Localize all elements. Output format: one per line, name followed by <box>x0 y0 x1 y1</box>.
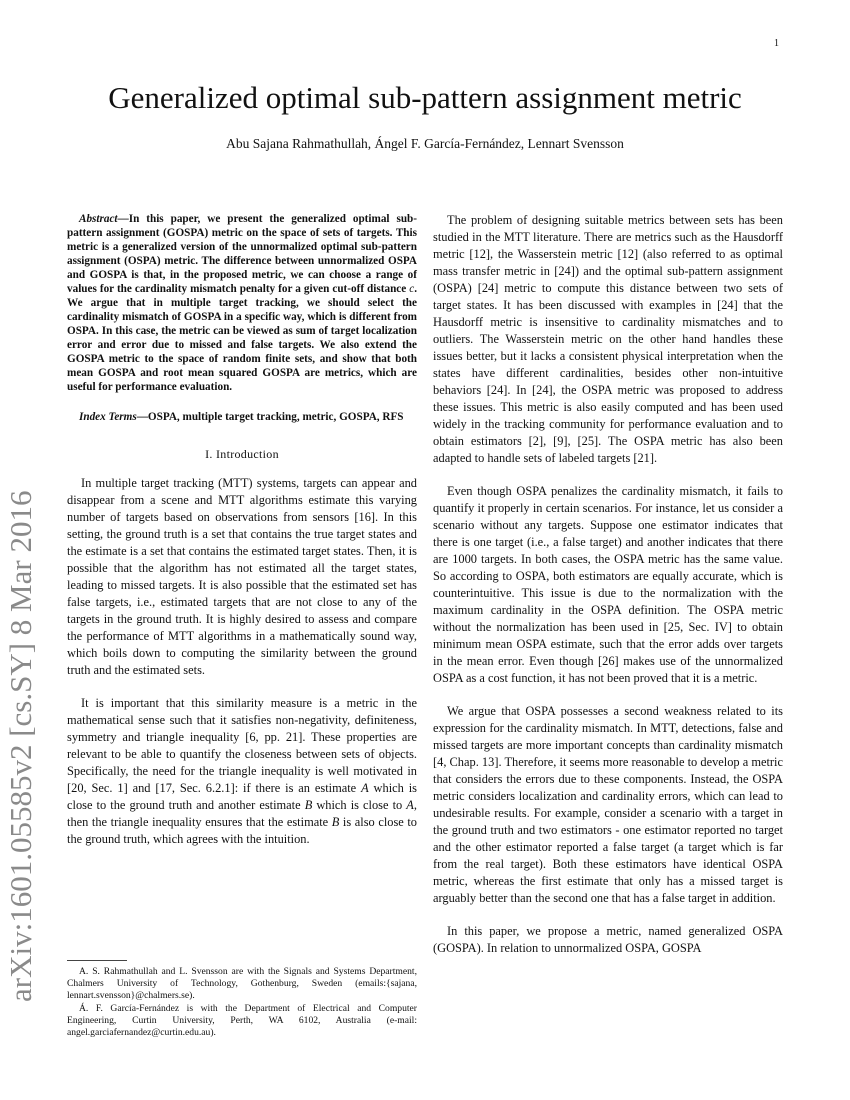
section-heading: I. Introduction <box>205 447 279 461</box>
footnote-divider <box>67 960 127 961</box>
arxiv-stamp: arXiv:1601.05585v2 [cs.SY] 8 Mar 2016 <box>3 490 38 1002</box>
text: It is important that this similarity measure is a metric in the mathematical sense such that it satisfies non-negativity, definiteness, symmetry and triangle inequality [6, pp. 21]. These properties are relevant to be able to quantify the closeness between sets of objects. Specifically, the need for the triangle inequality is well motivated in [20, Sec. 1] and [17, Sec. 6.2.1]: if there is an estimate <box>67 696 417 795</box>
text: which is close to the ground truth and another estimate <box>67 781 417 812</box>
abstract-text: . We argue that in multiple target tracking, we should select the cardinality mismatch of GOSPA in a specific way, which is different from OSPA. In this case, the metric can be viewed as sum of target localization error and error due to missed and false targets. We also extend the GOSPA metric to the space of random finite sets, and show that both mean GOSPA and root mean squared GOSPA are metrics, which are useful for performance evaluation. <box>67 283 417 393</box>
paragraph: We argue that OSPA possesses a second weakness related to its expression for the cardinality mismatch. In MTT, detections, false and missed targets are more important concepts than cardinality mismatch [4, Chap. 13]. Therefore, it seems more reasonable to develop a metric that considers the errors due to these components. Instead, the OSPA metric considers localization and cardinality errors, which can lead to undesirable results. For example, consider a scenario with a target in the ground truth and two estimators - one estimator reported no target and the other estimator reported a false target (a target which is far from the real target). Both these estimators have identical OSPA metric, whereas the first estimate that only has a missed target is arguably better than the second one that has a false target in addition. <box>433 704 783 905</box>
footnote: Á. F. García-Fernández is with the Department of Electrical and Computer Engineering, Curtin University, Perth, WA 6102, Australia (e-mail: angel.garciafernandez@curtin.edu.au). <box>67 1002 417 1039</box>
paragraph: In this paper, we propose a metric, named generalized OSPA (GOSPA). In relation to unnormalized OSPA, GOSPA <box>433 924 783 955</box>
paragraph: In multiple target tracking (MTT) systems, targets can appear and disappear from a scene and MTT algorithms estimate this varying number of targets based on observations from sensors [16]. In this setting, the ground truth is a set that contains the true target states and the estimate is a set that contains the estimated target states. Then, it is possible that the algorithm has not estimated all the target states, leading to missed targets. It is also possible that the estimated set has false targets, i.e., estimated targets that are not close to any of the targets in the ground truth. It is highly desired to assess and compare the performance of MTT algorithms in a mathematically sound way, which boils down to computing the similarity between the ground truth and the estimated sets. <box>67 476 417 677</box>
paragraph: The problem of designing suitable metrics between sets has been studied in the MTT literature. There are metrics such as the Hausdorff metric [12], the Wasserstein metric [12] (also referred to as optimal mass transfer metric in [24]) and the optimal sub-pattern assignment (OSPA) [24] metric to compute this distance between two sets of target states. It has been discussed with examples in [24] that the Hausdorff metric is insensitive to cardinality mismatches and to outliers. The Wasserstein metric on the other hand handles these issues better, but it lacks a consistent physical interpretation when the states have different cardinalities, besides other non-intuitive behaviors [24]. In [24], the OSPA metric was proposed to address these issues. This metric is also easily computed and has been used widely in the tracking community for performance evaluation and to obtain estimators [2], [9], [25]. The OSPA metric has also been adapted to handle sets of labeled targets [21]. <box>433 213 783 465</box>
index-terms-label: Index Terms <box>79 411 137 423</box>
abstract-label: Abstract <box>79 213 118 225</box>
author-list: Abu Sajana Rahmathullah, Ángel F. García-Fernández, Lennart Svensson <box>226 136 624 151</box>
abstract-text: —In this paper, we present the generalized optimal sub-pattern assignment (GOSPA) metric on the space of sets of targets. This metric is a generalized version of the unnormalized optimal sub-pattern assignment (OSPA) metric. The difference between unnormalized OSPA and GOSPA is that, in the proposed metric, we can choose a range of values for the cardinality mismatch penalty for a given cut-off distance <box>67 213 417 295</box>
page-number: 1 <box>774 38 779 49</box>
math-var: c <box>409 283 415 295</box>
paragraph <box>67 695 417 848</box>
text: is also close to the ground truth, which agrees with the intuition. <box>67 815 418 846</box>
math-var: A <box>361 781 369 795</box>
abstract <box>67 212 417 394</box>
right-column <box>433 212 783 957</box>
math-var: A <box>406 798 414 812</box>
math-var: B <box>331 815 340 829</box>
text: , then the triangle inequality ensures that the estimate <box>67 798 417 829</box>
index-terms-text: —OSPA, multiple target tracking, metric, GOSPA, RFS <box>136 411 404 423</box>
paragraph: Even though OSPA penalizes the cardinality mismatch, it fails to quantify it properly in certain scenarios. For instance, let us consider a scenario without any targets. Suppose one estimator indicates that there is one target (i.e., a false target) and another indicates that there are 1000 targets. In both cases, the OSPA metric has the same value. So according to OSPA, both estimators are equally accurate, which is counterintuitive. This issue is due to the normalization with the maximum cardinality in the OSPA definition. The OSPA metric without the normalization has been used in [25, Sec. IV] to obtain minimum mean OSPA estimate, such that the error adds over targets in the mean error. Even though [26] makes use of the unnormalized OSPA as a cost function, it has not been proved that it is a metric. <box>433 484 783 685</box>
footnote: A. S. Rahmathullah and L. Svensson are with the Signals and Systems Department, Chalmers University of Technology, Gothenburg, Sweden (emails:{sajana, lennart.svensson}@chalmers.se). <box>67 966 417 1002</box>
footnotes <box>67 966 417 1039</box>
math-var: B <box>304 798 313 812</box>
index-terms <box>67 410 417 424</box>
text: which is close to <box>312 798 407 812</box>
paper-title: Generalized optimal sub-pattern assignment metric <box>108 80 742 115</box>
left-column <box>67 212 417 848</box>
